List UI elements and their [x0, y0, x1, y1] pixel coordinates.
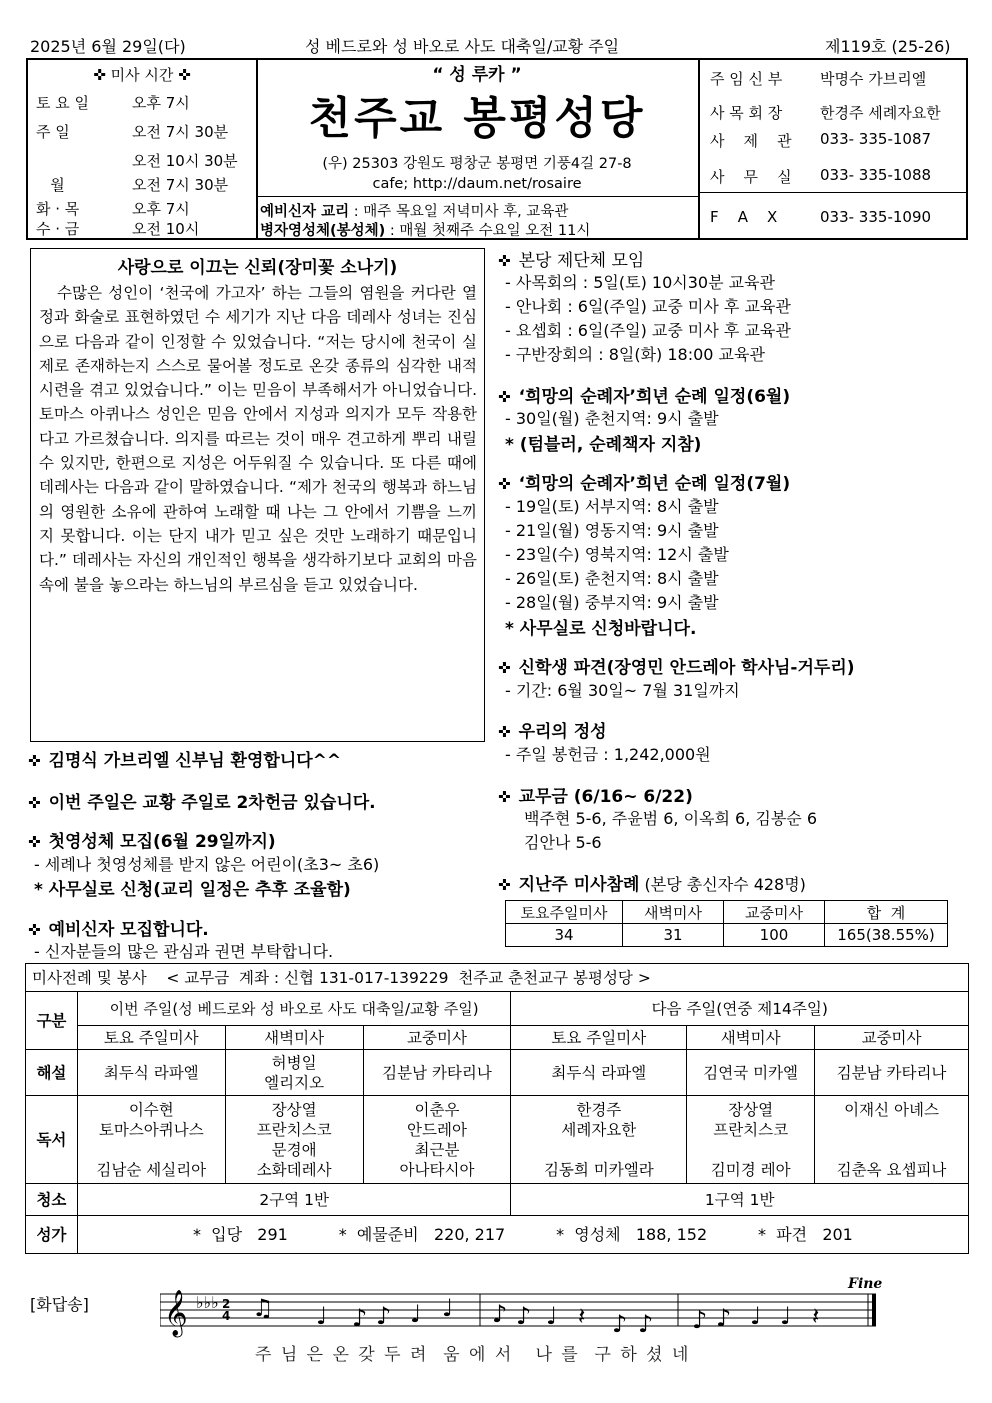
- svg-text:♩: ♩: [750, 1302, 762, 1330]
- church-title-box: [256, 60, 700, 238]
- reading-cell: 장상열 프란치스코 김미경 레아: [687, 1096, 815, 1184]
- notice-line: - 30일(월) 춘천지역: 9시 출발: [505, 409, 719, 428]
- notice-line: - 21일(월) 영동지역: 9시 출발: [505, 521, 719, 540]
- notice-line: - 안나회 : 6일(주일) 교중 미사 후 교육관: [505, 297, 791, 316]
- reading-cell: 이수현 토마스아퀴나스 김남순 세실리아: [77, 1096, 225, 1184]
- catechism-notice: 예비신자 교리 : 매주 목요일 저녁미사 후, 교육관: [260, 204, 569, 220]
- attendance-header: 새벽미사: [623, 901, 724, 924]
- commentary-cell: 최두식 라파엘: [511, 1050, 687, 1096]
- divider: [700, 192, 966, 193]
- psalm-lyrics: 주 님 은 온 갖 두 려 움 에 서 나 를 구 하 셨 네: [255, 1345, 691, 1365]
- svg-text:♩: ♩: [316, 1302, 328, 1330]
- attendance-header: 합 계: [825, 901, 948, 924]
- notice-offering: ✜ 우리의 정성: [498, 722, 607, 742]
- fine-marking: Fine: [848, 1276, 883, 1292]
- notice-catechumen: ✜ 예비신자 모집합니다.: [28, 920, 209, 940]
- svg-text:𝄽: 𝄽: [578, 1302, 586, 1330]
- notice-line: 백주현 5-6, 주윤범 6, 이옥희 6, 김봉순 6: [524, 809, 818, 828]
- church-cafe-link[interactable]: cafe; http://daum.net/rosaire: [372, 176, 582, 192]
- masthead: [26, 58, 968, 240]
- attendance-value: 34: [506, 924, 623, 947]
- commentary-cell: 허병일 엘리지오: [225, 1050, 363, 1096]
- notice-line: - 23일(수) 영북지역: 12시 출발: [505, 545, 729, 564]
- notice-dues: ✜ 교무금 (6/16~ 6/22): [498, 787, 693, 807]
- liturgy-schedule-table: [25, 963, 969, 1254]
- notice-line: - 요셉회 : 6일(주일) 교중 미사 후 교육관: [505, 321, 791, 340]
- svg-text:♪: ♪: [492, 1300, 508, 1328]
- reading-cell: 장상열 프란치스코 문경애 소화데레사: [225, 1096, 363, 1184]
- commentary-cell: 최두식 라파엘: [77, 1050, 225, 1096]
- mass-times-box: ✜ 미사 시간 ✜ 토 요 일 오후 7시 주 일 오전 7시 30분 오전 10시 30분 월 오전 7시 30분 화 · 목 오후 7시 수 · 금 오전 10시: [28, 60, 258, 238]
- reading-cell: 이재신 아녜스 김춘옥 요셉피나: [815, 1096, 969, 1184]
- cleaning-cell: 1구역 1반: [511, 1184, 969, 1216]
- attendance-header: 교중미사: [724, 901, 825, 924]
- notice-line: - 주일 봉헌금 : 1,242,000원: [505, 745, 711, 764]
- notice-line: - 19일(토) 서부지역: 8시 출발: [505, 497, 719, 516]
- svg-text:♪: ♪: [692, 1306, 708, 1334]
- feast-title: 성 베드로와 성 바오로 사도 대축일/교황 주일: [305, 37, 620, 56]
- time-signature: 2: [222, 1297, 231, 1311]
- mass-times-title: ✜ 미사 시간 ✜: [93, 66, 191, 84]
- commentary-label: 해설: [26, 1050, 78, 1096]
- divider: [256, 196, 698, 197]
- flat-icon: ♭♭♭: [196, 1293, 219, 1312]
- this-week-title: 이번 주일(성 베드로와 성 바오로 사도 대축일/교황 주일): [77, 992, 511, 1026]
- top-line: [30, 34, 965, 58]
- church-name: 천주교 봉평성당: [308, 93, 646, 144]
- cleaning-cell: 2구역 1반: [77, 1184, 511, 1216]
- notice-pilgrimage-july: ✜ ‘희망의 순례자’희년 순례 일정(7월): [498, 474, 791, 494]
- issue-number: 제119호 (25-26): [825, 37, 951, 56]
- col-header: 새벽미사: [687, 1026, 815, 1050]
- responsorial-label: [화답송]: [30, 1295, 89, 1314]
- hymn-label: 성가: [26, 1216, 78, 1254]
- notice-line: - 기간: 6월 30일~ 7월 31일까지: [505, 681, 740, 700]
- notice-attendance: ✜ 지난주 미사참례 (본당 총신자수 428명): [498, 875, 806, 895]
- patron-saint: “ 성 루카 ”: [432, 65, 522, 85]
- svg-text:♫: ♫: [252, 1294, 274, 1322]
- svg-text:𝄽: 𝄽: [812, 1302, 820, 1330]
- schedule-header: 미사전례 및 봉사 < 교무금 계좌 : 신협 131-017-139229 천주교 춘천교구 봉평성당 >: [26, 964, 969, 992]
- col-header: 토요 주일미사: [511, 1026, 687, 1050]
- notice-line: - 구반장회의 : 8일(화) 18:00 교육관: [505, 345, 765, 364]
- attendance-table: [505, 900, 948, 947]
- reading-cell: 한경주 세례자요한 김동희 미카엘라: [511, 1096, 687, 1184]
- col-header: 교중미사: [815, 1026, 969, 1050]
- svg-text:♪: ♪: [716, 1304, 732, 1332]
- commentary-cell: 김분남 카타리나: [363, 1050, 511, 1096]
- notice-line: * 사무실로 신청(교리 일정은 추후 조율함): [34, 880, 351, 900]
- gubun-label: 구분: [26, 992, 78, 1050]
- svg-text:♩: ♩: [780, 1302, 792, 1330]
- sick-communion-notice: 병자영성체(봉성체) : 매월 첫째주 수요일 오전 11시: [260, 223, 591, 239]
- attendance-value: 31: [623, 924, 724, 947]
- notes: [252, 1294, 819, 1338]
- svg-text:♪: ♪: [612, 1310, 628, 1338]
- issue-date: 2025년 6월 29일(다): [30, 37, 186, 56]
- notice-line: - 28일(월) 중부지역: 9시 출발: [505, 593, 719, 612]
- notice-pilgrimage-june: ✜ ‘희망의 순례자’희년 순례 일정(6월): [498, 387, 791, 407]
- svg-text:♩: ♩: [410, 1300, 422, 1328]
- notice-line: - 사목회의 : 5일(토) 10시30분 교육관: [505, 273, 775, 292]
- reading-label: 독서: [26, 1096, 78, 1184]
- svg-text:♪: ♪: [516, 1302, 532, 1330]
- article-body: 수많은 성인이 ‘천국에 가고자’ 하는 그들의 염원을 커다란 열정과 화술로 표현하였던 수 세기가 지난 다음 데레사 성녀는 진심으로 다음과 같이 인정할 수 있었습니다. “저는 당시에 천국이 실제로 존재하는지 스스로 물어볼 정도로 온갖 종류의 심각한 내적 시련을 겪고 있었습니다.” 이는 믿음이 부족해서가 아니었습니다. 토마스 아퀴나스 성인은 믿음 안에서 지성과 의지가 모두 작용한다고 가르쳤습니다. 의지를 따르는 것이 매우 견고하게 뿌리 내릴 수 있지만, 한편으로 지성은 어두워질 수 있습니다. 또 다른 때에 데레사는 다음과 같이 말하였습니다. “제가 천국의 행복과 하느님의 영원한 소유에 관하여 노래할 때 나는 그 안에서 기쁨을 느끼지 못합니다. 이는 단지 내가 믿고 싶은 것만 노래하기 때문입니다.” 데레사는 자신의 개인적인 행복을 생각하기보다 교회의 마음속에 불을 놓으라는 하느님의 부르심을 듣고 있었습니다.: [39, 284, 477, 594]
- notice-welcome: ✜ 김명식 가브리엘 신부님 환영합니다^^: [28, 751, 342, 771]
- col-header: 교중미사: [363, 1026, 511, 1050]
- notice-line: 김안나 5-6: [524, 833, 602, 852]
- church-address: (우) 25303 강원도 평창군 봉평면 기풍4길 27-8: [322, 156, 632, 172]
- time-signature: 4: [222, 1309, 231, 1323]
- next-week-title: 다음 주일(연중 제14주일): [511, 992, 969, 1026]
- notice-collection: ✜ 이번 주일은 교황 주일로 2차헌금 있습니다.: [28, 793, 376, 813]
- notice-meetings: ✜ 본당 제단체 모임: [498, 251, 645, 271]
- notice-line: - 세례나 첫영성체를 받지 않은 어린이(초3~ 초6): [34, 855, 380, 874]
- music-staff: [160, 1280, 880, 1340]
- commentary-cell: 김분남 카타리나: [815, 1050, 969, 1096]
- notice-first-communion: ✜ 첫영성체 모집(6월 29일까지): [28, 832, 276, 852]
- svg-text:♩: ♩: [442, 1294, 454, 1322]
- notice-line: * (텀블러, 순례책자 지참): [505, 435, 702, 455]
- notice-seminarian: ✜ 신학생 파견(장영민 안드레아 학사님-거두리): [498, 658, 855, 678]
- svg-text:♩: ♩: [546, 1302, 558, 1330]
- commentary-cell: 김연국 미카엘: [687, 1050, 815, 1096]
- notice-line: * 사무실로 신청바랍니다.: [505, 619, 697, 639]
- svg-text:♪: ♪: [352, 1304, 368, 1332]
- treble-clef-icon: 𝄞: [164, 1290, 188, 1336]
- attendance-header: 토요주일미사: [506, 901, 623, 924]
- svg-text:♪: ♪: [638, 1310, 654, 1338]
- attendance-value: 100: [724, 924, 825, 947]
- svg-text:♪: ♪: [376, 1302, 392, 1330]
- reading-cell: 이춘우 안드레아 최근분 아나타시아: [363, 1096, 511, 1184]
- contact-box: 주 임 신 부 박명수 가브리엘 사 목 회 장 한경주 세례자요한 사 제 관 033- 335-1087 사 무 실 033- 335-1088 F A X 033- 335-1090: [700, 60, 966, 238]
- notice-line: - 26일(토) 춘천지역: 8시 출발: [505, 569, 719, 588]
- notice-line: - 신자분들의 많은 관심과 권면 부탁합니다.: [34, 942, 334, 961]
- reflection-article: [30, 248, 485, 742]
- col-header: 토요 주일미사: [77, 1026, 225, 1050]
- col-header: 새벽미사: [225, 1026, 363, 1050]
- attendance-value: 165(38.55%): [825, 924, 948, 947]
- article-title: 사랑으로 이끄는 신뢰(장미꽃 소나기): [117, 258, 398, 278]
- hymn-numbers: * 입당 291 * 예물준비 220, 217 * 영성체 188, 152 * 파견 201: [77, 1216, 968, 1254]
- cleaning-label: 청소: [26, 1184, 78, 1216]
